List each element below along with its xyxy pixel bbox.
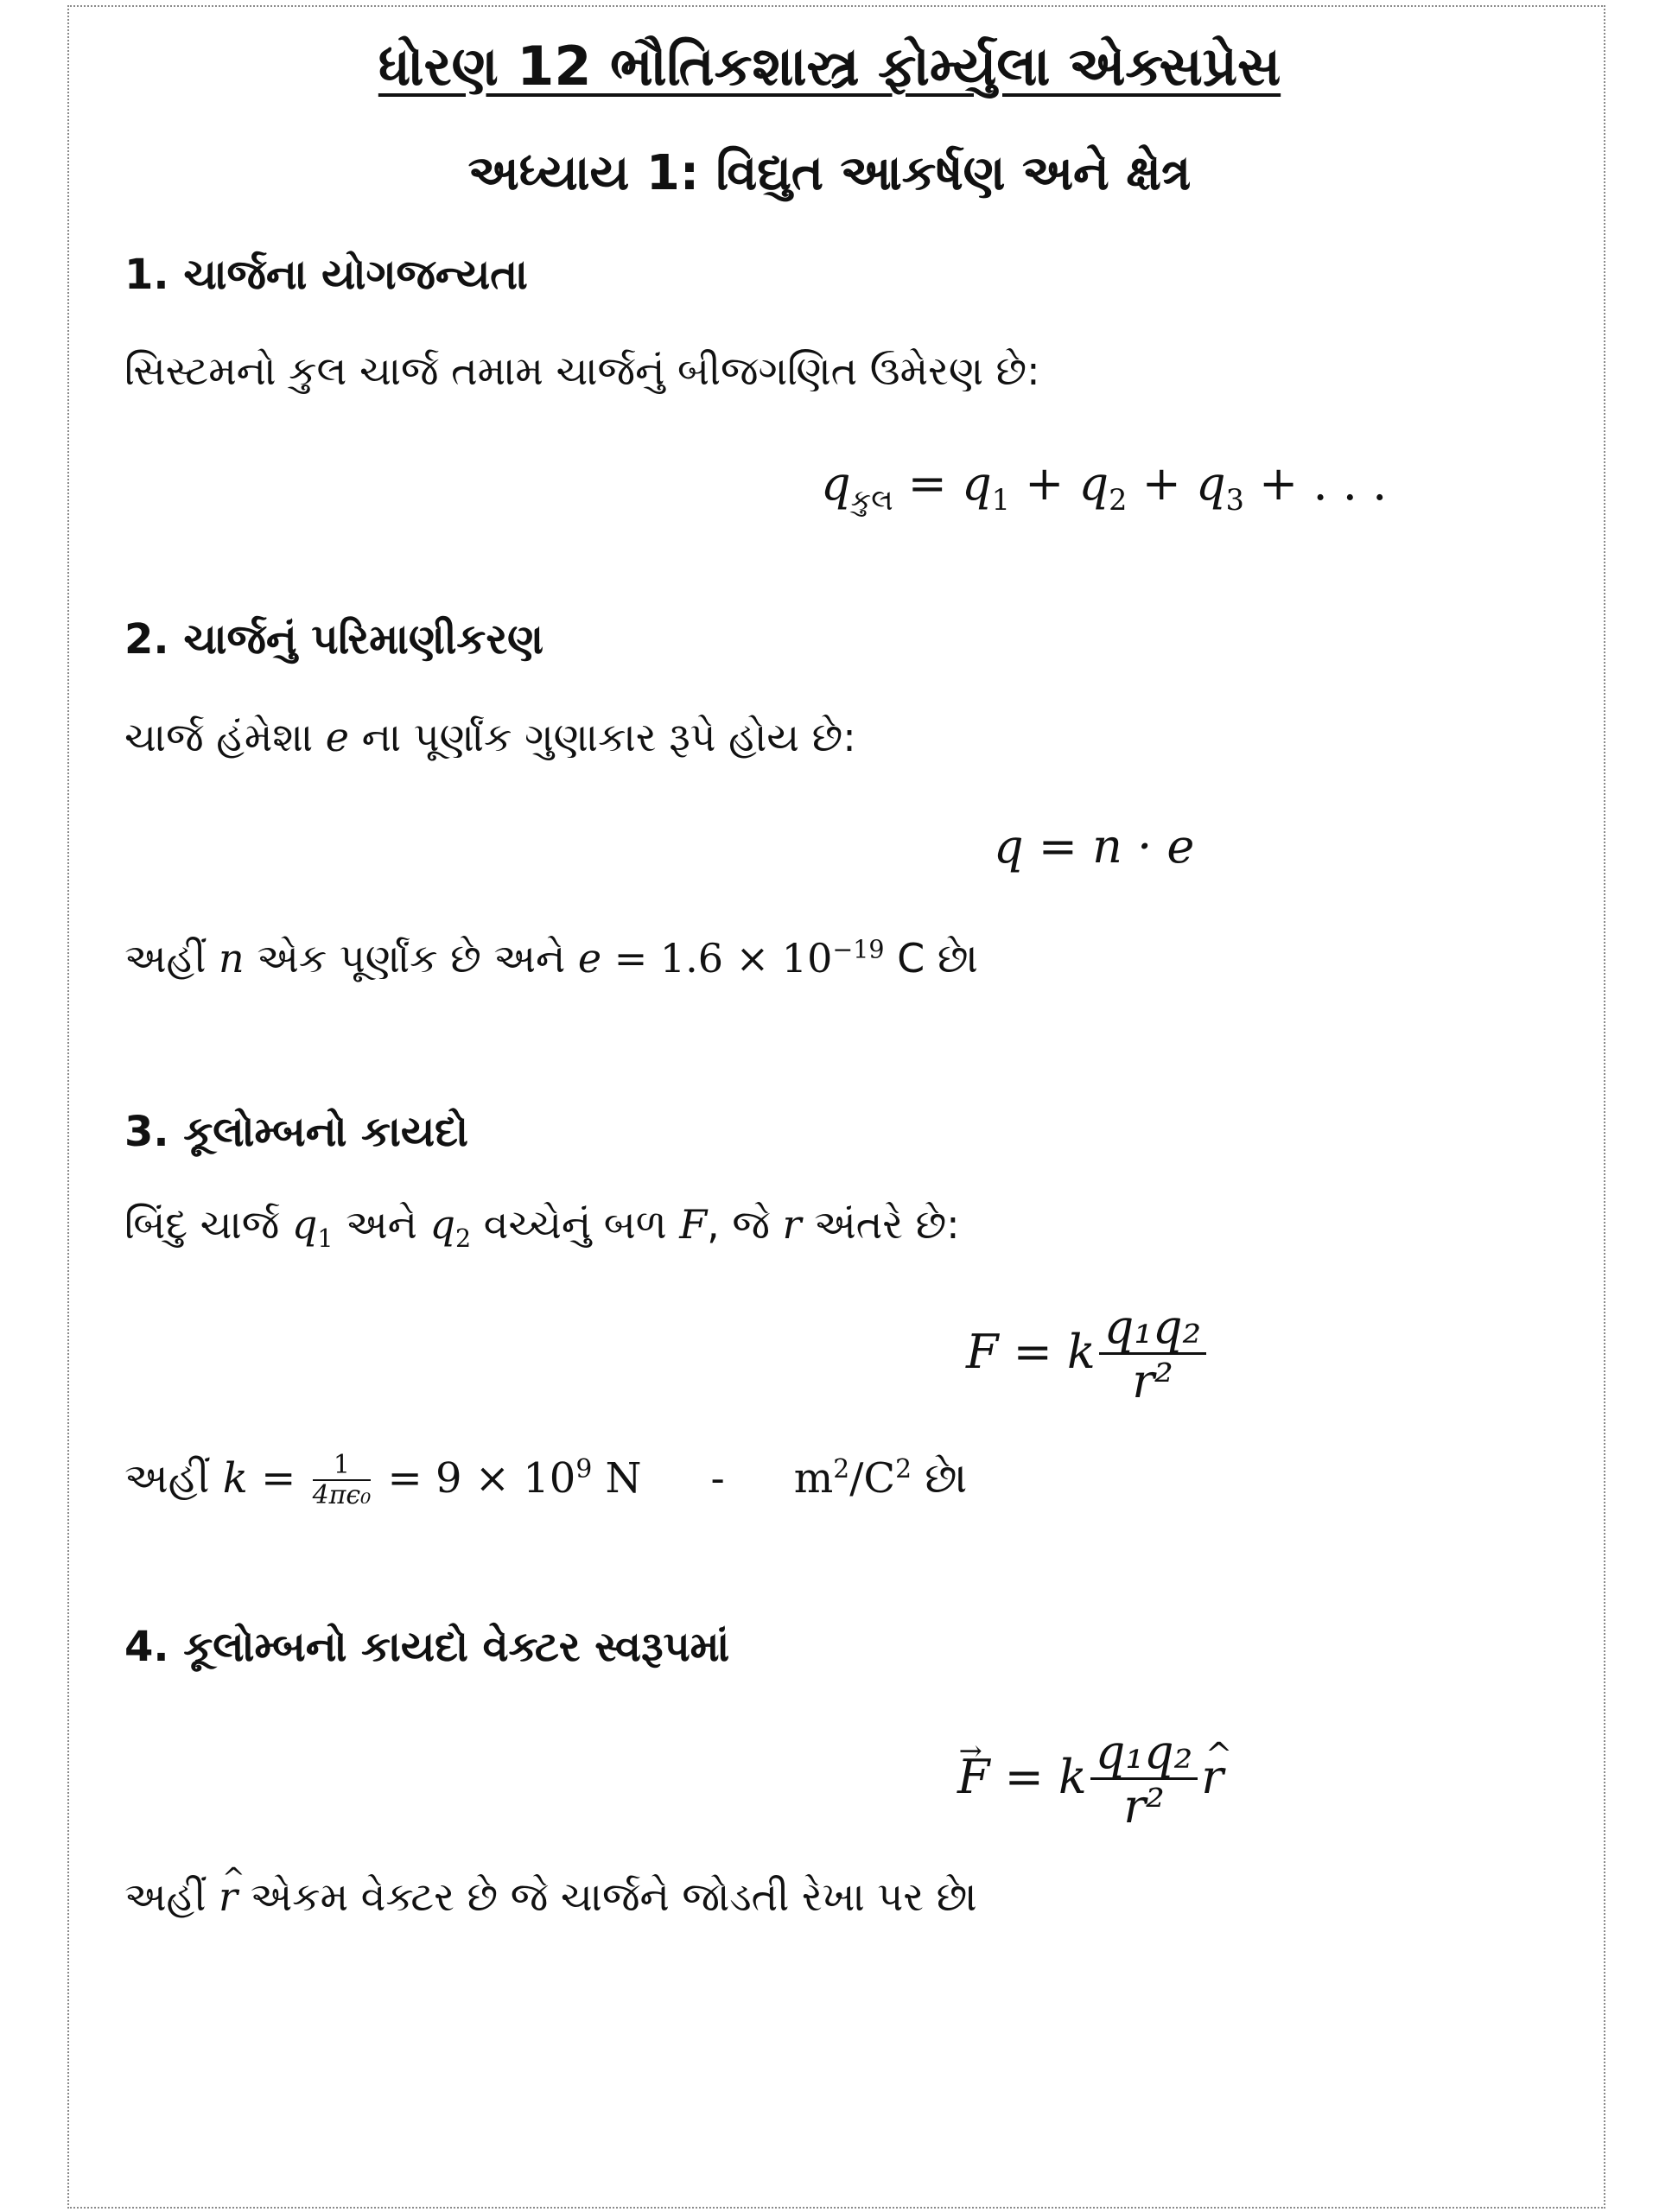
note-a: અહીં — [124, 935, 219, 982]
note-e-symbol: e — [577, 935, 602, 982]
eq-sub-3: 3 — [1225, 482, 1244, 517]
s3-note-exp3: 2 — [895, 1454, 912, 1484]
note-exponent: −19 — [832, 935, 885, 964]
section-1-heading: 1. ચાર્જના યોગજન્યતા — [124, 251, 528, 299]
vector-numerator: q₁q₂ — [1090, 1728, 1198, 1780]
q2-symbol: q — [429, 1201, 455, 1248]
vector-coulomb-equation — [957, 1725, 1224, 1834]
s4-note-b: એકમ વેક્ટર છે જે ચાર્જને જોડતી રેખા પર છે। — [238, 1873, 978, 1920]
s4-note-a: અહીં — [124, 1873, 219, 1920]
q1-symbol: q — [291, 1201, 318, 1248]
k-numerator: 1 — [313, 1452, 372, 1481]
q1-sub: 1 — [317, 1224, 334, 1254]
eq-sub-total: કુલ — [850, 482, 893, 517]
s3-note-dash: - — [710, 1454, 725, 1503]
s3-note-exp2: 2 — [833, 1454, 850, 1484]
section-3-text — [124, 1201, 960, 1253]
eq-q: q — [821, 456, 851, 511]
section-1-equation — [821, 456, 1387, 518]
section-2-text-b: ના પૂર્ણાંક ગુણાકાર રૂપે હોય છે: — [348, 714, 856, 760]
s3-note-f: છે। — [912, 1454, 969, 1503]
s3-note-b: = 9 × 10 — [374, 1454, 576, 1503]
coulomb-equation — [966, 1300, 1210, 1408]
s3-note-c: N — [592, 1454, 642, 1503]
q2-sub: 2 — [455, 1224, 472, 1254]
eq-sub-1: 1 — [991, 482, 1010, 517]
r-symbol: r — [782, 1201, 802, 1248]
k-symbol: k — [222, 1454, 248, 1503]
F-symbol: F — [679, 1201, 708, 1248]
s3-note-e: /C — [849, 1454, 896, 1503]
s3-text-a: બિંદુ ચાર્જ — [124, 1201, 292, 1248]
chapter-title: અધ્યાય 1: વિદ્યુત આકર્ષણ અને ક્ષેત્ર — [467, 145, 1192, 201]
note-value: = 1.6 × 10 — [601, 935, 833, 982]
note-d: C છે। — [884, 935, 979, 982]
s3-text-c: વચ્ચેનું બળ — [471, 1201, 680, 1248]
section-1-text: સિસ્ટમનો કુલ ચાર્જ તમામ ચાર્જનું બીજગણિત ઉમેરણ છે: — [124, 347, 1040, 394]
r-hat: ^ r — [1201, 1750, 1224, 1804]
eq-part-c: + q — [1127, 456, 1226, 511]
page-title: ધોરણ 12 ભૌતિકશાસ્ત્ર ફોર્મ્યુલા એક્સપ્રેસ — [378, 35, 1281, 98]
eq-part-a: = q — [893, 456, 992, 511]
section-2-equation — [994, 819, 1194, 874]
vector-denominator: r² — [1123, 1778, 1165, 1834]
coulomb-denominator: r² — [1132, 1353, 1173, 1408]
s3-text-d: , જે — [707, 1201, 783, 1248]
section-2-text-a: ચાર્જ હંમેશા — [124, 714, 326, 760]
k-denominator: 4πϵ₀ — [312, 1479, 372, 1510]
section-2-text — [124, 714, 856, 762]
section-4-note — [124, 1873, 977, 1922]
s3-text-e: અંતરે છે: — [801, 1201, 960, 1248]
F-vector: → F — [957, 1750, 989, 1804]
k-fraction — [313, 1452, 372, 1510]
s3-note-a: અહીં — [124, 1454, 223, 1503]
s3-note-eq: = — [247, 1454, 309, 1503]
s3-text-b: અને — [333, 1201, 430, 1248]
section-3-note — [124, 1452, 968, 1510]
e-symbol: e — [325, 714, 349, 760]
section-4-heading: 4. કૂલોમ્બનો કાયદો વેક્ટર સ્વરૂપમાં — [124, 1623, 730, 1671]
note-b: એક પૂર્ણાંક છે અને — [244, 935, 578, 982]
coulomb-lhs: F = k — [966, 1324, 1096, 1379]
coulomb-numerator: q₁q₂ — [1099, 1303, 1206, 1355]
s3-note-exp: 9 — [575, 1454, 593, 1484]
eq-part-b: + q — [1009, 456, 1109, 511]
coulomb-fraction — [1099, 1300, 1206, 1408]
vector-fraction — [1090, 1725, 1198, 1834]
section-2-note — [124, 935, 979, 983]
s3-note-d: m — [793, 1454, 834, 1503]
section-3-heading: 3. કૂલોમ્બનો કાયદો — [124, 1108, 468, 1156]
section-2-heading: 2. ચાર્જનું પરિમાણીકરણ — [124, 615, 543, 664]
n-symbol: n — [219, 935, 245, 982]
eq-part-d: + . . . — [1243, 456, 1388, 511]
eq-sub-2: 2 — [1109, 482, 1128, 517]
vector-eq-mid: = k — [989, 1749, 1087, 1804]
r-hat-symbol: ^ r — [219, 1873, 238, 1920]
quantization-equation: q = n · e — [994, 819, 1195, 874]
